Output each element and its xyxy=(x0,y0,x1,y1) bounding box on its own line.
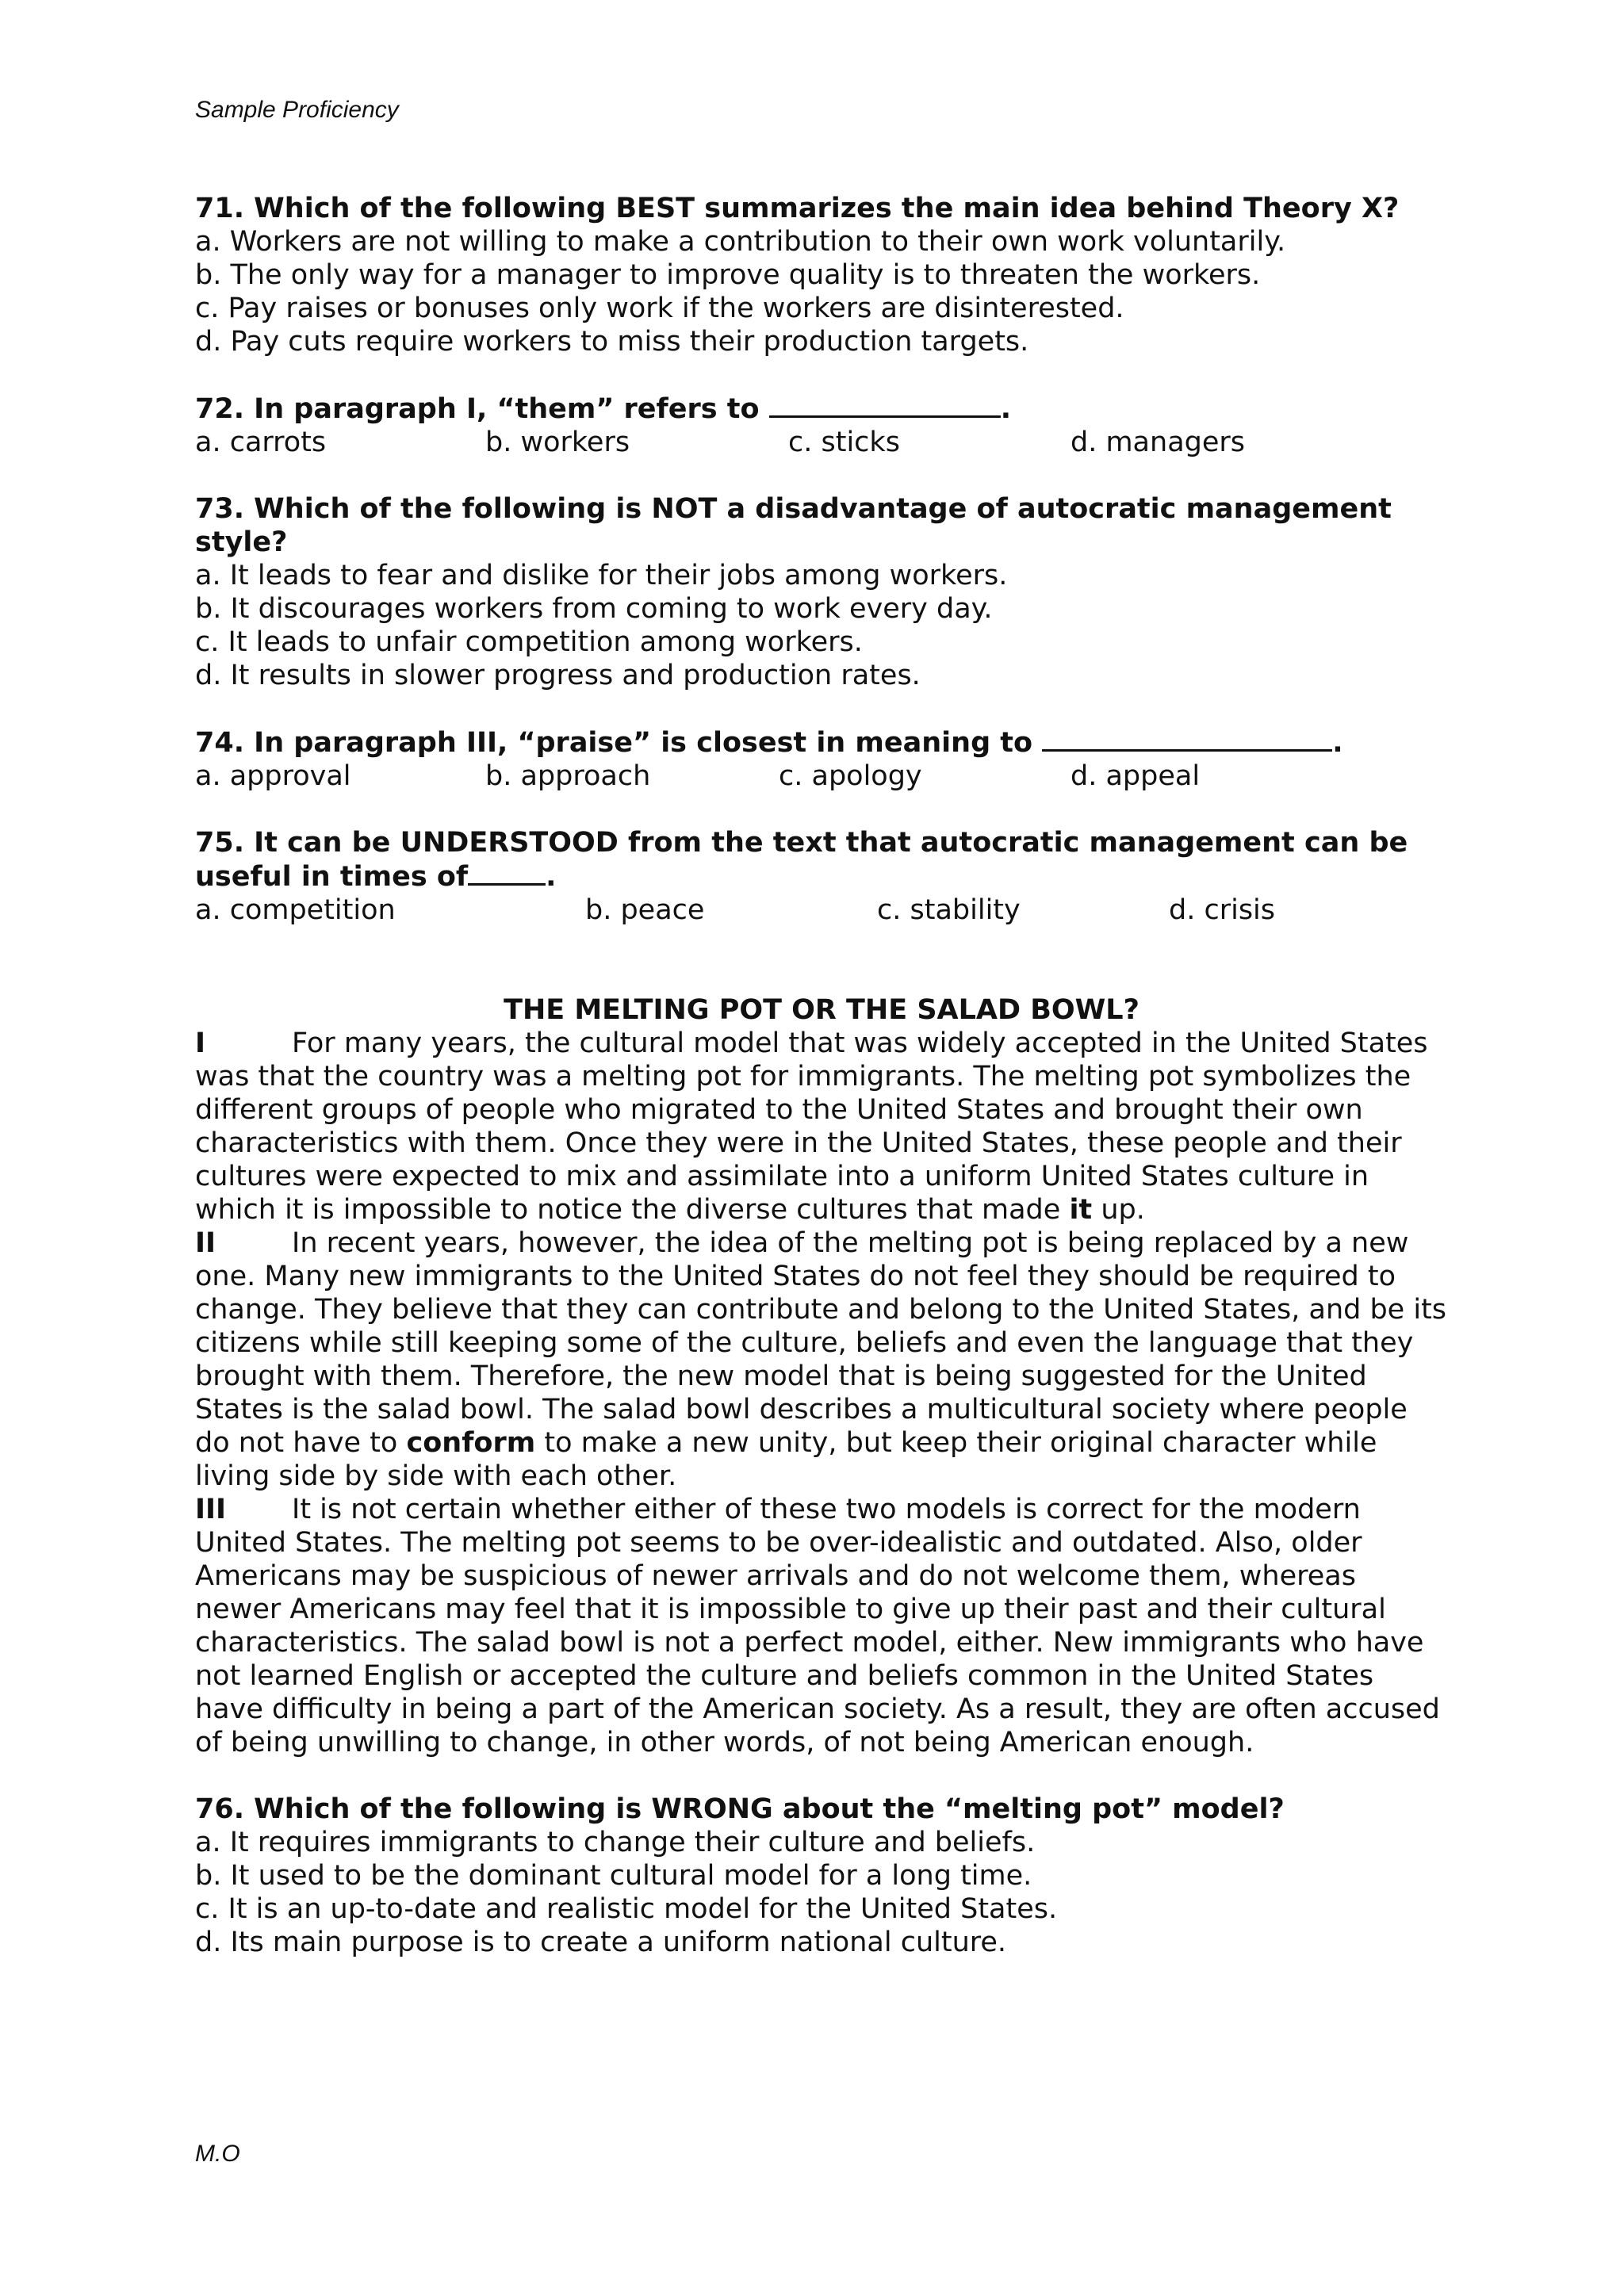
option-d: d. managers xyxy=(1071,427,1246,458)
spacer xyxy=(195,358,1448,392)
emphasized-word: it xyxy=(1069,1194,1093,1226)
option-c: c. sticks xyxy=(788,427,900,458)
option-a: a. Workers are not willing to make a contribution to their own work voluntarily. xyxy=(195,226,1286,258)
paragraph-number: I xyxy=(195,1027,206,1059)
paragraph-text: It is not certain whether either of these two models is correct for the modern United States. The melting pot seems to be over-idealistic and outdated. Also, older Americans may be suspicious of newer arrivals and do not welcome them, whereas newer Americans may feel that it is impossible to give up their past and their cultural characteristics. The salad bowl is not a perfect model, either. New immigrants who have not learned English or accepted the culture and beliefs common in the United States have difficulty in being a part of the American society. As a result, they are often accused of being unwilling to change, in other words, of not being American enough. xyxy=(195,1494,1440,1758)
option-b: b. approach xyxy=(485,760,651,792)
spacer xyxy=(195,793,1448,826)
option-b: b. It used to be the dominant cultural model for a long time. xyxy=(195,1860,1032,1892)
passage-paragraph-1 xyxy=(195,1027,1448,1226)
question-stem xyxy=(195,392,1448,426)
question-stem-text: useful in times of xyxy=(195,861,469,893)
options-row xyxy=(195,894,1448,927)
option-b: b. It discourages workers from coming to work every day. xyxy=(195,593,993,625)
question-stem: 73. Which of the following is NOT a disadvantage of autocratic management style? xyxy=(195,493,1392,558)
option-a: a. competition xyxy=(195,894,396,926)
answer-blank xyxy=(769,392,1001,418)
option-c: c. It is an up-to-date and realistic model for the United States. xyxy=(195,1893,1058,1925)
paragraph-text: In recent years, however, the idea of the melting pot is being replaced by a new one. Many new immigrants to the United States do not feel they should be required to change. They believe that they can contribute and belong to the United States, and be its citizens while still keeping some of the culture, beliefs and even the language that they brought with them. Therefore, the new model that is being suggested for the United States is the salad bowl. The salad bowl describes a multicultural society where people do not have to xyxy=(195,1227,1447,1459)
passage-paragraph-2 xyxy=(195,1226,1448,1493)
question-stem-end: . xyxy=(1332,727,1343,759)
option-b: b. The only way for a manager to improve quality is to threaten the workers. xyxy=(195,259,1261,291)
option-a: a. approval xyxy=(195,760,351,792)
question-stem: 71. Which of the following BEST summarizes the main idea behind Theory X? xyxy=(195,193,1400,224)
question-stem-end: . xyxy=(1000,393,1012,425)
question-74 xyxy=(195,725,1448,793)
question-stem-line-2 xyxy=(195,859,1448,894)
spacer xyxy=(195,692,1448,725)
passage-title: THE MELTING POT OR THE SALAD BOWL? xyxy=(504,994,1139,1026)
question-stem-text: 72. In paragraph I, “them” refers to xyxy=(195,393,760,425)
option-b: b. peace xyxy=(585,894,705,926)
option-a: a. carrots xyxy=(195,427,327,458)
option-a: a. It leads to fear and dislike for their jobs among workers. xyxy=(195,560,1008,591)
question-stem xyxy=(195,725,1448,760)
option-c: c. It leads to unfair competition among workers. xyxy=(195,626,863,658)
options-row xyxy=(195,426,1448,459)
spacer xyxy=(195,459,1448,492)
paragraph-number: III xyxy=(195,1494,227,1525)
running-header: Sample Proficiency xyxy=(195,97,399,123)
question-75 xyxy=(195,826,1448,927)
option-d: d. Its main purpose is to create a uniform national culture. xyxy=(195,1927,1007,1958)
question-stem-text: 74. In paragraph III, “praise” is closest in meaning to xyxy=(195,727,1033,759)
paragraph-text: For many years, the cultural model that was widely accepted in the United States was that the country was a melting pot for immigrants. The melting pot symbolizes the different groups of people who migrated to the United States and brought their own characteristics with them. Once they were in the United States, these people and their cultures were expected to mix and assimilate into a uniform United States culture in which it is impossible to notice the diverse cultures that made xyxy=(195,1027,1428,1226)
running-footer: M.O xyxy=(195,2141,240,2167)
paragraph-text-tail: up. xyxy=(1101,1194,1145,1226)
question-stem: 76. Which of the following is WRONG about the “melting pot” model? xyxy=(195,1793,1285,1825)
option-b: b. workers xyxy=(485,427,630,458)
option-d: d. Pay cuts require workers to miss their production targets. xyxy=(195,326,1029,358)
option-c: c. stability xyxy=(877,894,1021,926)
question-72 xyxy=(195,392,1448,459)
answer-blank xyxy=(1042,725,1332,752)
option-d: d. crisis xyxy=(1169,894,1276,926)
option-d: d. It results in slower progress and production rates. xyxy=(195,660,921,691)
option-c: c. Pay raises or bonuses only work if the workers are disinterested. xyxy=(195,293,1124,324)
question-stem-line-1: 75. It can be UNDERSTOOD from the text that autocratic management can be xyxy=(195,827,1408,859)
paragraph-text-tail: to make a new unity, but keep their original character while living side by side with each other. xyxy=(195,1427,1377,1492)
question-stem-end: . xyxy=(546,861,557,893)
question-73 xyxy=(195,492,1448,692)
passage-paragraph-3 xyxy=(195,1493,1448,1759)
question-71 xyxy=(195,192,1448,358)
question-76 xyxy=(195,1793,1448,1959)
paragraph-number: II xyxy=(195,1227,216,1259)
options-row xyxy=(195,760,1448,793)
option-d: d. appeal xyxy=(1071,760,1201,792)
option-a: a. It requires immigrants to change their culture and beliefs. xyxy=(195,1827,1036,1858)
answer-blank xyxy=(468,859,546,886)
option-c: c. apology xyxy=(779,760,922,792)
page-content xyxy=(195,192,1448,1959)
emphasized-word: conform xyxy=(406,1427,536,1459)
spacer xyxy=(195,1759,1448,1793)
